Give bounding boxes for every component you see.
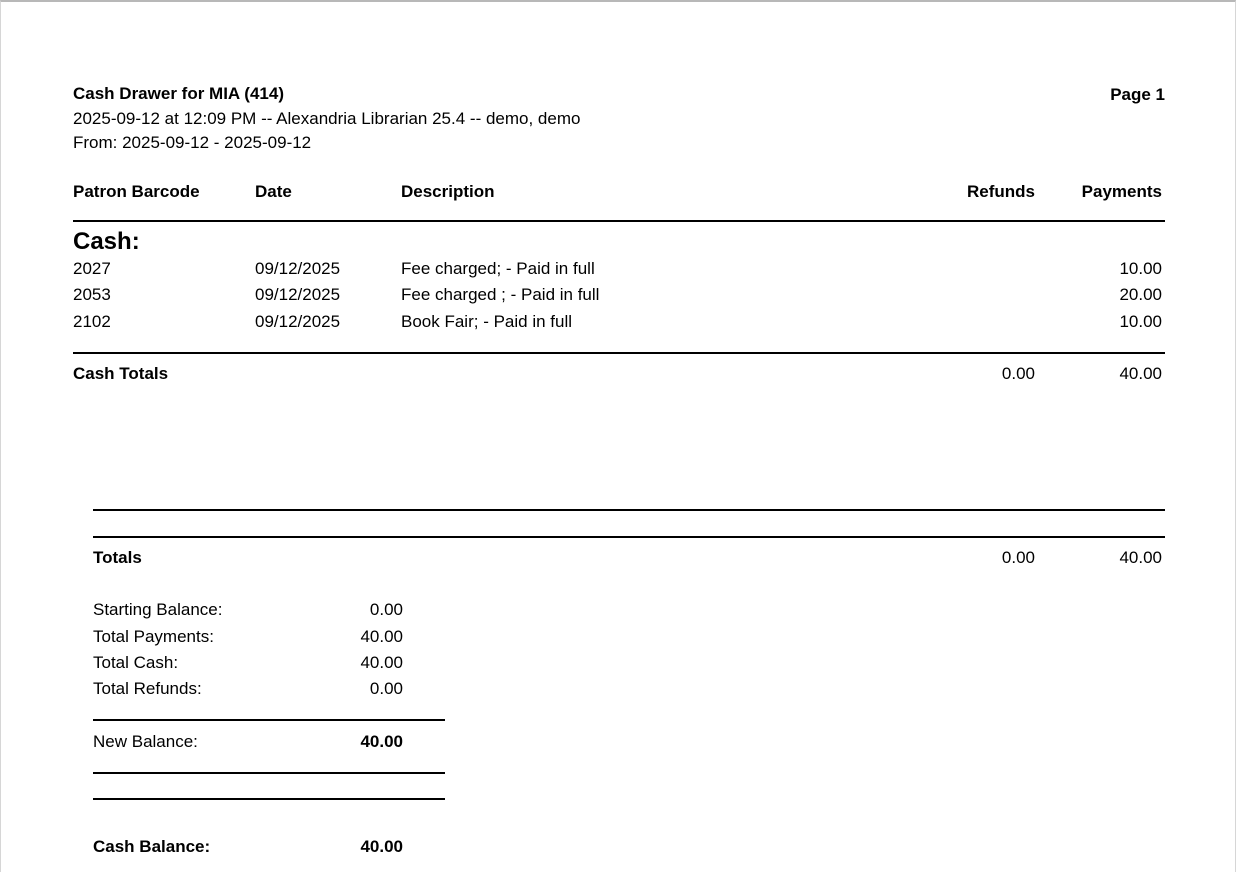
grand-totals-payments: 40.00 <box>1119 548 1162 567</box>
header-divider <box>73 220 1165 222</box>
report-title: Cash Drawer for MIA (414) <box>73 84 284 103</box>
starting-balance-label: Starting Balance: <box>93 600 223 619</box>
new-balance-value: 40.00 <box>360 732 403 751</box>
row-date: 09/12/2025 <box>255 312 341 331</box>
row-barcode: 2053 <box>73 285 111 304</box>
column-header-description: Description <box>401 182 495 201</box>
cash-totals-label: Cash Totals <box>73 364 169 383</box>
column-header-date: Date <box>255 182 292 201</box>
row-date: 09/12/2025 <box>255 259 341 278</box>
column-header-payments: Payments <box>1081 182 1162 201</box>
row-barcode: 2102 <box>73 312 111 331</box>
total-refunds-label: Total Refunds: <box>93 679 202 698</box>
total-cash-label: Total Cash: <box>93 653 179 672</box>
row-description: Book Fair; - Paid in full <box>401 312 573 331</box>
column-header-refunds: Refunds <box>967 182 1035 201</box>
row-barcode: 2027 <box>73 259 111 278</box>
cash-balance-value: 40.00 <box>360 837 403 856</box>
cash-balance-divider-bottom <box>93 798 445 800</box>
grand-totals-label: Totals <box>93 548 142 567</box>
total-cash-value: 40.00 <box>360 653 403 672</box>
grand-totals-divider-top <box>93 509 1165 511</box>
report-meta: 2025-09-12 at 12:09 PM -- Alexandria Librarian 25.4 -- demo, demo <box>73 109 581 128</box>
total-payments-label: Total Payments: <box>93 627 214 646</box>
total-refunds-value: 0.00 <box>369 679 403 698</box>
page-number: Page 1 <box>1110 85 1165 104</box>
new-balance-divider <box>93 719 445 721</box>
row-date: 09/12/2025 <box>255 285 341 304</box>
new-balance-label: New Balance: <box>93 732 198 751</box>
grand-totals-divider-bottom <box>93 536 1165 538</box>
cash-balance-divider-top <box>93 772 445 774</box>
row-payment: 20.00 <box>1119 285 1162 304</box>
row-payment: 10.00 <box>1119 259 1162 278</box>
total-payments-value: 40.00 <box>360 627 403 646</box>
row-payment: 10.00 <box>1119 312 1162 331</box>
cash-balance-label: Cash Balance: <box>93 837 211 856</box>
starting-balance-value: 0.00 <box>369 600 403 619</box>
section-totals-divider <box>73 352 1165 354</box>
grand-totals-refunds: 0.00 <box>1001 548 1035 567</box>
row-description: Fee charged ; - Paid in full <box>401 285 600 304</box>
row-description: Fee charged; - Paid in full <box>401 259 595 278</box>
cash-totals-refunds: 0.00 <box>1001 364 1035 383</box>
section-label-cash: Cash: <box>73 228 140 255</box>
report-date-range: From: 2025-09-12 - 2025-09-12 <box>73 133 312 152</box>
column-header-barcode: Patron Barcode <box>73 182 200 201</box>
cash-totals-payments: 40.00 <box>1119 364 1162 383</box>
